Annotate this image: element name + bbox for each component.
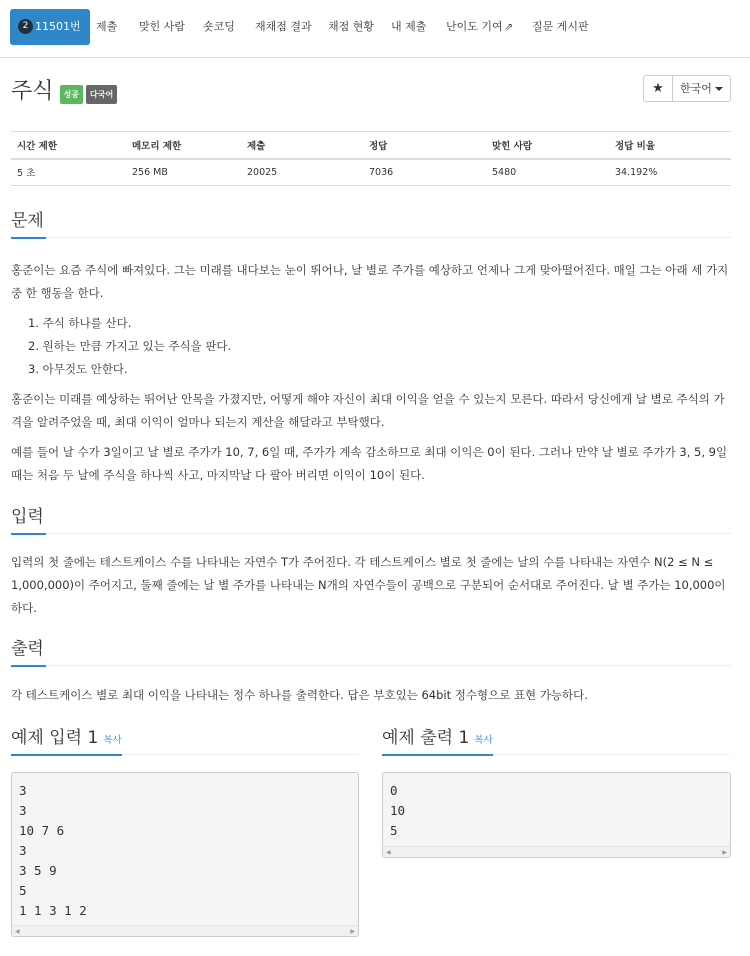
horizontal-scrollbar[interactable] — [383, 846, 730, 857]
external-link-icon: ⇗ — [504, 22, 514, 33]
sample-input-box — [11, 772, 359, 937]
value-submissions: 20025 — [241, 159, 363, 186]
sample-input-text: 3 3 10 7 6 3 3 5 9 5 1 1 3 1 2 — [19, 783, 87, 918]
header-time-limit: 시간 제한 — [11, 132, 126, 159]
input-headline — [11, 504, 731, 534]
value-time-limit: 5 초 — [11, 159, 126, 186]
scroll-right-icon[interactable]: ▶ — [722, 849, 727, 856]
scroll-right-icon[interactable]: ▶ — [350, 928, 355, 935]
scroll-left-icon[interactable]: ◀ — [15, 928, 20, 935]
header-ratio: 정답 비율 — [609, 132, 731, 159]
tab-difficulty-contribution[interactable] — [446, 9, 513, 45]
tab-my-submissions[interactable]: 내 제출 — [391, 20, 427, 33]
output-headline — [11, 636, 731, 666]
header-accepted: 정답 — [363, 132, 486, 159]
tab-difficulty-label: 난이도 기여 — [446, 20, 503, 33]
tab-short-coding[interactable]: 숏코딩 — [203, 20, 235, 33]
star-button[interactable] — [643, 75, 673, 102]
problem-description-1: 홍준이는 요즘 주식에 빠져있다. 그는 미래를 내다보는 눈이 뛰어나, 날 별로 주가를 예상하고 언제나 그게 맞아떨어진다. 매일 그는 아래 세 가지 중 한 행동을 한다. — [11, 263, 729, 300]
sample-input-headline — [11, 725, 359, 755]
language-dropdown[interactable] — [672, 75, 731, 102]
title-row — [11, 74, 117, 106]
header-submissions: 제출 — [241, 132, 363, 159]
problem-action-list — [28, 312, 231, 381]
value-memory-limit: 256 MB — [126, 159, 241, 186]
sample-output-heading — [382, 726, 493, 756]
list-item: 3. 아무것도 안한다. — [28, 362, 128, 376]
problem-headline — [11, 208, 731, 238]
scroll-left-icon[interactable]: ◀ — [386, 849, 391, 856]
status-badge-multilang: 다국어 — [86, 85, 117, 104]
problem-heading: 문제 — [11, 209, 46, 239]
tab-submit[interactable]: 제출 — [96, 20, 118, 33]
star-icon: ★ — [652, 81, 664, 96]
tab-question-board[interactable]: 질문 게시판 — [532, 20, 589, 33]
copy-output-button[interactable]: 복사 — [474, 735, 493, 746]
sample-output-box — [382, 772, 731, 858]
list-item: 1. 주식 하나를 산다. — [28, 316, 132, 330]
tab-solvers[interactable]: 맞힌 사람 — [139, 20, 186, 33]
horizontal-scrollbar[interactable] — [12, 925, 358, 936]
table-row — [11, 159, 731, 186]
tab-rejudge-results[interactable]: 재채점 결과 — [255, 20, 312, 33]
sample-input-heading — [11, 726, 122, 756]
problem-description-3: 예를 들어 날 수가 3일이고 날 별로 주가가 10, 7, 6일 때, 주가가 계속 감소하므로 최대 이익은 0이 된다. 그러나 만약 날 별로 주가가 3, 5, 9일 때는 처음 두 날에 주식을 하나씩 사고, 마지막날 다 팔아 버리면 이익이 10이 된다. — [11, 445, 728, 482]
problem-badge: 2 — [18, 19, 33, 34]
input-description: 입력의 첫 줄에는 테스트케이스 수를 나타내는 자연수 T가 주어진다. 각 테스트케이스 별로 첫 줄에는 날의 수를 나타내는 자연수 N(2 ≤ N ≤ 1,000,000)이 주어지고, 둘째 줄에는 날 별 주가를 나타내는 N개의 자연수들이 공백으로 구분되어 순서대로 주어진다. 날 별 주가는 10,000이하다. — [11, 555, 726, 615]
value-accepted: 7036 — [363, 159, 486, 186]
value-ratio: 34.192% — [609, 159, 731, 186]
header-solvers: 맞힌 사람 — [486, 132, 609, 159]
value-solvers: 5480 — [486, 159, 609, 186]
sample-output-title: 예제 출력 1 — [382, 728, 470, 748]
sample-output-text: 0 10 5 — [390, 783, 406, 838]
problem-menu — [0, 0, 750, 58]
status-badge-success: 성공 — [60, 85, 83, 104]
problem-info-table — [11, 131, 731, 186]
output-heading: 출력 — [11, 637, 46, 667]
tab-problem-number-label: 11501번 — [35, 20, 81, 33]
language-label: 한국어 — [680, 82, 712, 95]
problem-description-2: 홍준이는 미래를 예상하는 뛰어난 안목을 가졌지만, 어떻게 해야 자신이 최대 이익을 얻을 수 있는지 모른다. 따라서 당신에게 날 별로 주식의 가격을 알려주었을 때, 최대 이익이 얼마나 되는지 계산을 해달라고 부탁했다. — [11, 392, 725, 429]
chevron-down-icon — [715, 87, 723, 91]
header-memory-limit: 메모리 제한 — [126, 132, 241, 159]
sample-input-title: 예제 입력 1 — [11, 728, 99, 748]
tab-judge-status[interactable]: 채점 현황 — [328, 20, 375, 33]
page-title: 주식 — [11, 79, 54, 104]
copy-input-button[interactable]: 복사 — [103, 735, 122, 746]
input-heading: 입력 — [11, 505, 46, 535]
sample-output-headline — [382, 725, 730, 755]
list-item: 2. 원하는 만큼 가지고 있는 주식을 판다. — [28, 339, 232, 353]
output-description: 각 테스트케이스 별로 최대 이익을 나타내는 정수 하나를 출력한다. 답은 부호있는 64bit 정수형으로 표현 가능하다. — [11, 688, 588, 702]
tab-problem-number[interactable] — [10, 9, 90, 45]
